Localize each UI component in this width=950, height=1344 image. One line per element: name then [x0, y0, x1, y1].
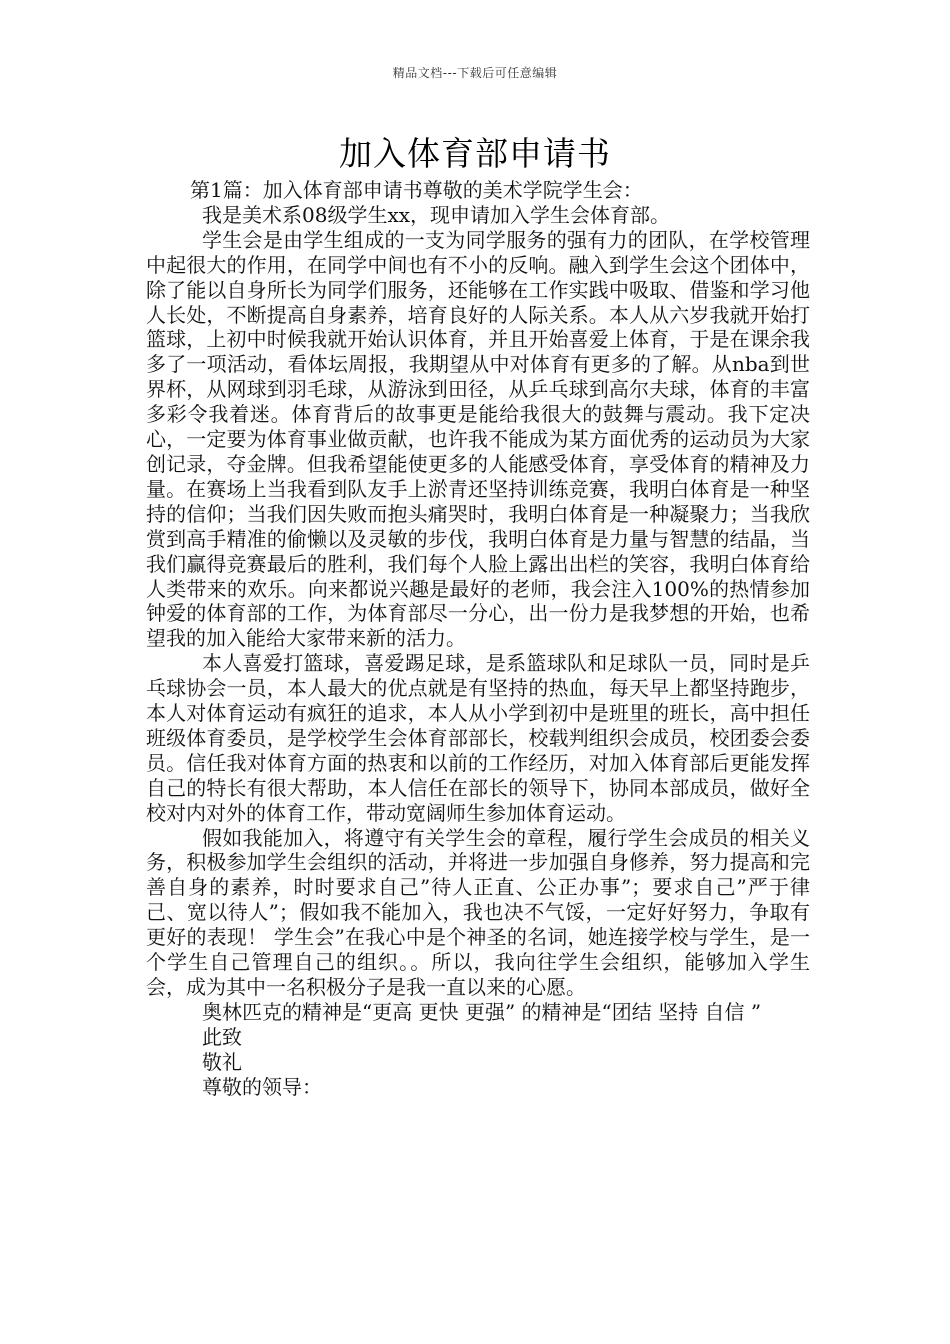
paragraph-motivation: 学生会是由学生组成的一支为同学服务的强有力的团队，在学校管理中起很大的作用，在同学中间也有不小的反响。融入到学生会这个团体中，除了能以自身所长为同学们服务，还能够在工作实践中吸取、借鉴和学习他人长处，不断提高自身素养，培育良好的人际关系。本人从六岁我就开始打篮球，上初中时候我就开始认识体育，并且开始喜爱上体育，于是在课余我多了一项活动，看体坛周报，我期望从中对体育有更多的了解。从nba到世界杯，从网球到羽毛球，从游泳到田径，从乒乓球到高尔夫球，体育的丰富多彩令我着迷。体育背后的故事更是能给我很大的鼓舞与震动。我下定决心，一定要为体育事业做贡献，也许我不能成为某方面优秀的运动员为大家创记录，夺金牌。但我希望能使更多的人能感受体育，享受体育的精神及力量。在赛场上当我看到队友手上淤青还坚持训练竞赛，我明白体育是一种坚持的信仰；当我们因失败而抱头痛哭时，我明白体育是一种凝聚力；当我欣赏到高手精准的偷懒以及灵敏的步伐，我明白体育是力量与智慧的结晶，当我们赢得竞赛最后的胜利，我们每个人脸上露出出栏的笑容，我明白体育给人类带来的欢乐。向来都说兴趣是最好的老师，我会注入100%的热情参加钟爱的体育部的工作，为体育部尽一分心，出一份力是我梦想的开始，也希望我的加入能给大家带来新的活力。	[146, 227, 810, 651]
closing-line-1: 此致	[202, 1024, 242, 1049]
closing-line-3: 尊敬的领导：	[202, 1074, 322, 1099]
page-header: 精品文档---下载后可任意编辑	[392, 66, 558, 80]
document-title: 加入体育部申请书	[339, 134, 611, 173]
document-body	[146, 178, 810, 1100]
paragraph-identity: 我是美术系08级学生xx，现申请加入学生会体育部。	[202, 202, 671, 227]
closing-line-2: 敬礼	[202, 1049, 242, 1074]
paragraph-olympic-spirit: 奥林匹克的精神是“更高 更快 更强” 的精神是“团结 坚持 自信 ”	[202, 999, 762, 1024]
paragraph-commitment: 假如我能加入，将遵守有关学生会的章程，履行学生会成员的相关义务，积极参加学生会组织的活动，并将进一步加强自身修养，努力提高和完善自身的素养，时时要求自己”待人正直、公正办事”；要求自己”严于律己、宽以待人”；假如我不能加入，我也决不气馁，一定好好努力，争取有更好的表现！ 学生会”在我心中是个神圣的名词，她连接学校与学生，是一个学生自己管理自己的组织。。所以，我向往学生会组织，能够加入学生会，成为其中一名积极分子是我一直以来的心愿。	[146, 825, 810, 999]
paragraph-intro: 第1篇：加入体育部申请书尊敬的美术学院学生会：	[190, 178, 643, 202]
paragraph-experience: 本人喜爱打篮球，喜爱踢足球，是系篮球队和足球队一员，同时是乒乓球协会一员，本人最大的优点就是有坚持的热血，每天早上都坚持跑步，本人对体育运动有疯狂的追求，本人从小学到初中是班里的班长，高中担任班级体育委员，是学校学生会体育部部长，校载判组织会成员，校团委会委员。信任我对体育方面的热衷和以前的工作经历，对加入体育部后更能发挥自己的特长有很大帮助，本人信任在部长的领导下，协同本部成员，做好全校对内对外的体育工作，带动宽阔师生参加体育运动。	[146, 651, 810, 825]
